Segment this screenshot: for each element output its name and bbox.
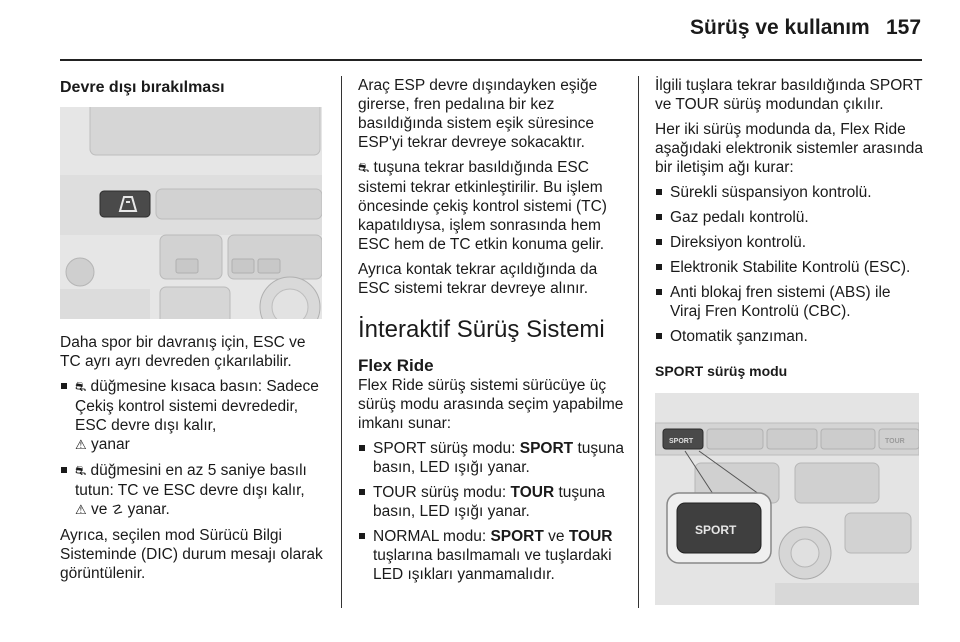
sport-mode-heading: SPORT sürüş modu (655, 363, 788, 379)
section-title: İnteraktif Sürüş Sistemi (358, 316, 605, 343)
left-column (60, 76, 326, 589)
tour-small-label: TOUR (885, 438, 905, 445)
header-divider (60, 59, 922, 61)
sub-heading: Flex Ride (358, 356, 434, 375)
page-number: 157 (886, 16, 922, 39)
list-item: Direksiyon kontrolü. (655, 233, 923, 252)
section-heading: Devre dışı bırakılması (60, 79, 225, 96)
paragraph: Araç ESP devre dışındayken eşiğe girerse, fren pedalına bir kez basıldığında sistem eşik süresince ESP'yi tekrar devreye sokacaktır. (358, 77, 598, 151)
systems-list (655, 183, 923, 346)
outro-paragraph: Ayrıca, seçilen mod Sürücü Bilgi Sisteminde (DIC) durum mesajı olarak görüntülenir. (60, 527, 323, 582)
esc-warning-icon: ⚠ (75, 438, 87, 453)
middle-column (358, 76, 624, 590)
list-item: NORMAL modu: SPORT ve TOUR tuşlarına basılmamalı ve tuşlardaki LED ışıkları yanmamalıdır. (358, 527, 624, 584)
paragraph: ⛐ tuşuna tekrar basıldığında ESC sistemi tekrar etkinleştirilir. Bu işlem öncesinde çekiş kontrol sistemi (TC) kapatıldıysa, işlem sonrasında hem ESC hem de TC etkin konuma gelir. (358, 159, 607, 253)
list-item: ⛐ düğmesine kısaca basın: Sadece Çekiş kontrol sistemi devrededir, ESC devre dışı kalır, ⚠ yanar (60, 377, 326, 455)
esc-off-icon: ⛐ (358, 161, 370, 176)
paragraph: İlgili tuşlara tekrar basıldığında SPORT ve TOUR sürüş modundan çıkılır. (655, 77, 923, 113)
list-item: TOUR sürüş modu: TOUR tuşuna basın, LED ışığı yanar. (358, 483, 624, 521)
intro-paragraph: Daha spor bir davranış için, ESC ve TC ayrı ayrı devreden çıkarılabilir. (60, 334, 306, 370)
sport-large-label: SPORT (695, 523, 737, 537)
deactivation-list (60, 377, 326, 520)
list-item: ⛐ düğmesini en az 5 saniye basılı tutun: TC ve ESC devre dışı kalır, ⚠ ve ☡ yanar. (60, 461, 326, 520)
paragraph: Ayrıca kontak tekrar açıldığında da ESC sistemi tekrar devreye alınır. (358, 261, 598, 297)
list-item: Anti blokaj fren sistemi (ABS) ile Viraj Fren Kontrolü (CBC). (655, 283, 923, 321)
sport-small-label: SPORT (669, 438, 694, 445)
paragraph: Her iki sürüş modunda da, Flex Ride aşağıdaki elektronik sistemler arasında bir iletişim ağı kurar: (655, 121, 923, 176)
list-item: Elektronik Stabilite Kontrolü (ESC). (655, 258, 923, 277)
mode-list (358, 439, 624, 584)
esc-off-icon: ⛐ (75, 380, 87, 395)
list-item: Sürekli süspansiyon kontrolü. (655, 183, 923, 202)
tc-off-icon: ☡ (111, 503, 124, 518)
page-header-title: Sürüş ve kullanım (690, 16, 870, 39)
list-item: Gaz pedalı kontrolü. (655, 208, 923, 227)
list-item: SPORT sürüş modu: SPORT tuşuna basın, LED ışığı yanar. (358, 439, 624, 477)
esc-warning-icon: ⚠ (75, 503, 87, 518)
list-item: Otomatik şanzıman. (655, 327, 923, 346)
sport-button-illustration (655, 393, 919, 605)
esc-button-illustration (60, 107, 322, 319)
right-column (655, 76, 923, 605)
esc-off-icon: ⛐ (75, 464, 87, 479)
column-divider (341, 76, 342, 608)
column-divider (638, 76, 639, 608)
paragraph: Flex Ride sürüş sistemi sürücüye üç sürüş modu arasında seçim yapabilme imkanı sunar: (358, 377, 624, 432)
